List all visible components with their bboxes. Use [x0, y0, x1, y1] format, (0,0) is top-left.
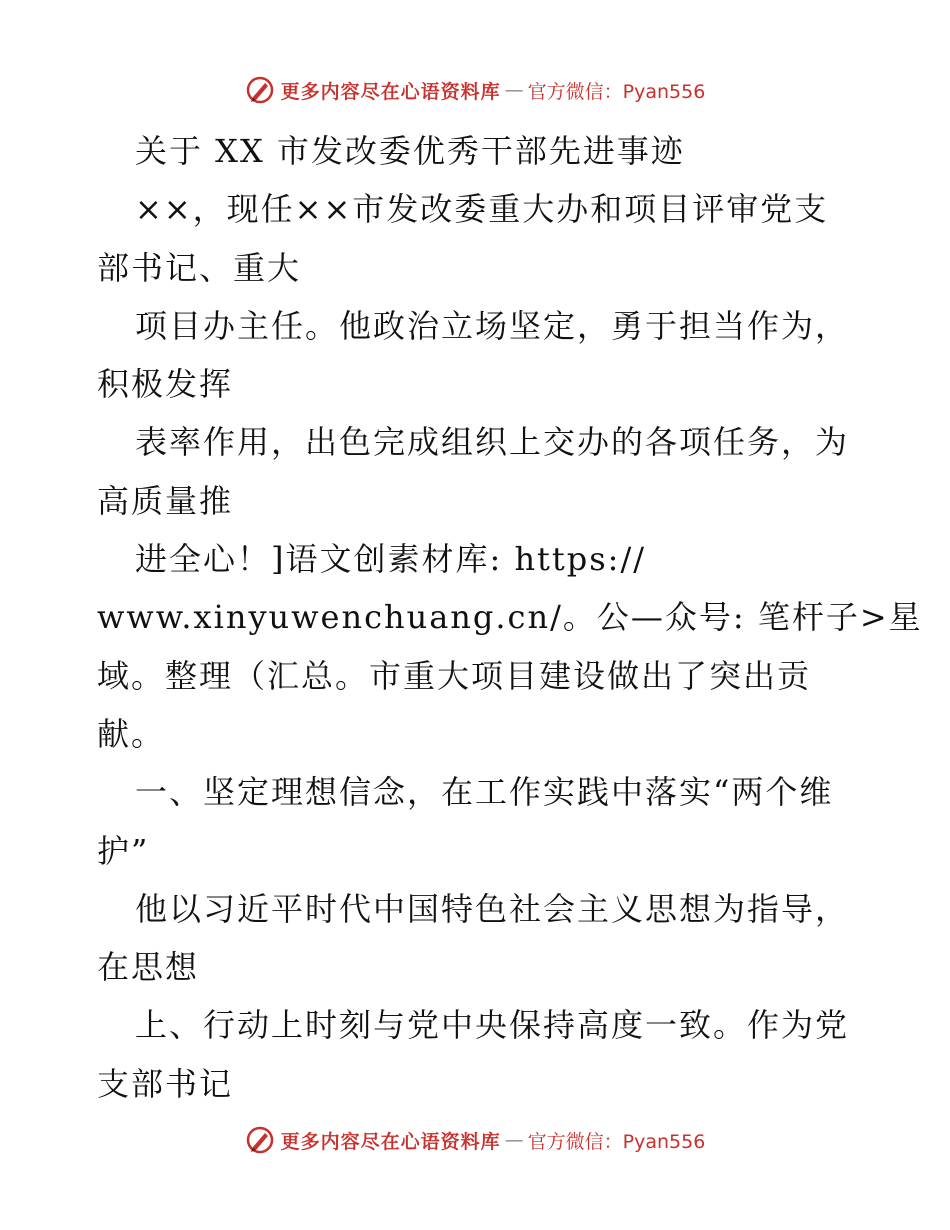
document-body — [97, 122, 923, 1113]
text-line: 项目办主任。他政治立场坚定，勇于担当作为， — [135, 306, 850, 345]
pen-logo-icon — [245, 75, 275, 105]
text-line: 献。 — [97, 714, 166, 753]
header-banner — [0, 70, 950, 110]
banner-separator: — — [504, 1129, 524, 1151]
banner-contact: 官方微信：Pyan556 — [527, 1130, 706, 1153]
text-line: www.xinyuwenchuang.cn/。公—众号: 笔杆子>星 — [97, 598, 923, 637]
banner-contact: 官方微信：Pyan556 — [527, 80, 706, 103]
text-line: 上、行动上时刻与党中央保持高度一致。作为党 — [135, 1006, 850, 1045]
text-line: 表率作用，出色完成组织上交办的各项任务，为 — [135, 423, 850, 462]
pen-logo-icon — [245, 1125, 275, 1155]
text-line: 部书记、重大 — [97, 248, 302, 287]
text-line: 他以习近平时代中国特色社会主义思想为指导， — [135, 889, 850, 928]
banner-separator: — — [504, 79, 524, 101]
banner-text: 更多内容尽在心语资料库 — [280, 1130, 501, 1153]
text-line: 进全心！]语文创素材库: https:// — [135, 540, 647, 579]
document-title: 关于 XX 市发改委优秀干部先进事迹 — [135, 132, 685, 170]
section-heading: 一、坚定理想信念，在工作实践中落实“两个维 — [135, 773, 834, 812]
text-line: 在思想 — [97, 948, 200, 987]
text-line: 域。整理（汇总。市重大项目建设做出了突出贡 — [97, 656, 812, 695]
text-line: 支部书记 — [97, 1064, 234, 1103]
text-line: 积极发挥 — [97, 365, 234, 404]
text-line: ××，现任××市发改委重大办和项目评审党支 — [135, 190, 829, 229]
banner-text: 更多内容尽在心语资料库 — [280, 80, 501, 103]
section-heading-continued: 护” — [97, 831, 150, 870]
footer-banner — [0, 1120, 950, 1160]
text-line: 高质量推 — [97, 481, 234, 520]
